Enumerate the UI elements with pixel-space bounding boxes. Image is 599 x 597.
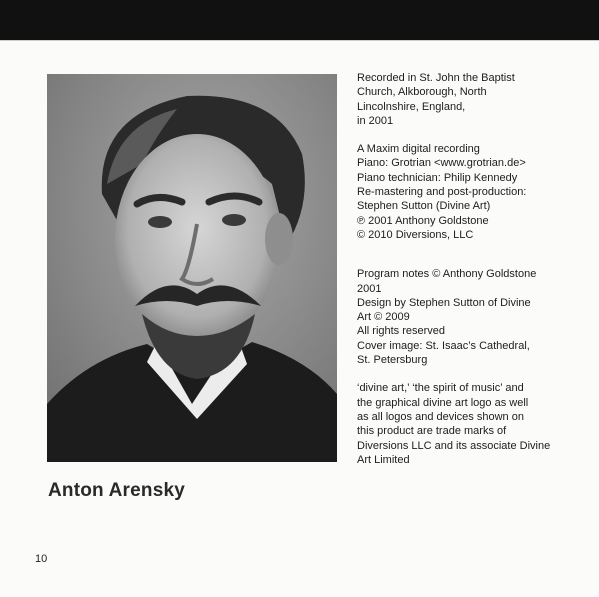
portrait-illustration [47, 74, 337, 462]
credits-column [357, 71, 567, 467]
portrait-photo [47, 74, 337, 462]
composer-caption: Anton Arensky [48, 480, 186, 501]
production-credits: A Maxim digital recording Piano: Grotrian <www.grotrian.de> Piano technician: Philip Kennedy Re-mastering and post-production: Stephen Sutton (Divine Art) ℗ 2001 Anthony Goldstone © 2010 Diversions, LLC [357, 143, 527, 241]
notes-and-design: Program notes © Anthony Goldstone 2001 Design by Stephen Sutton of Divine Art © 2009 All rights reserved Cover image: St. Isaac’s Cathedral, St. Petersburg [357, 268, 537, 367]
page-number: 10 [35, 553, 48, 565]
recording-info: Recorded in St. John the Baptist Church, Alkborough, North Lincolnshire, England, in 2001 [357, 72, 515, 127]
trademark-notice: ‘divine art,’ ‘the spirit of music’ and the graphical divine art logo as well as all logos and devices shown on this product are trade marks of Diversions LLC and its associate Divine Art Limited [357, 382, 551, 466]
